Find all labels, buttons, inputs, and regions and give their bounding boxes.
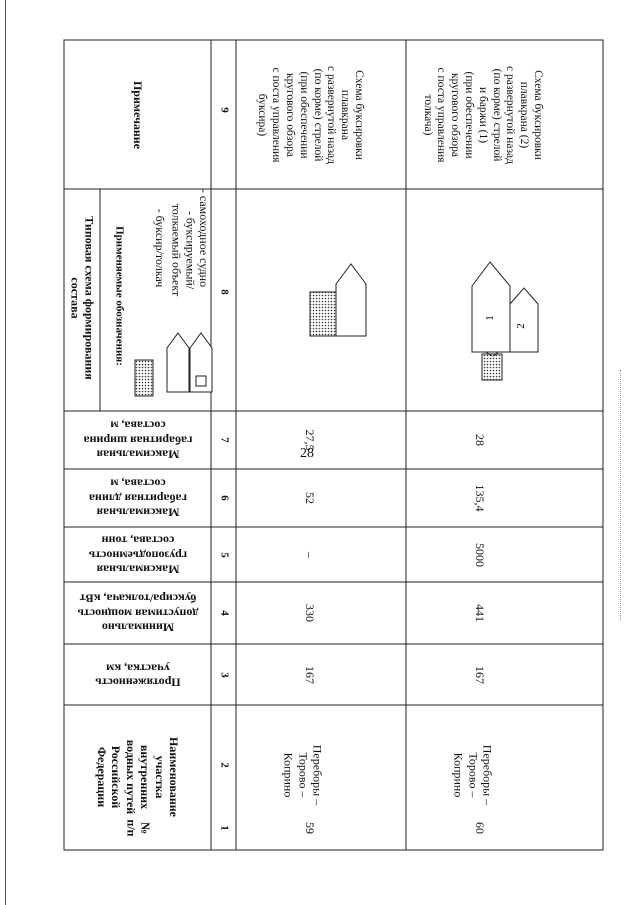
row60-scheme-label-2: 2 bbox=[515, 323, 527, 329]
row60-number: 60 bbox=[473, 822, 488, 834]
col-num-6: 6 bbox=[218, 495, 231, 501]
legend-bridge-symbol bbox=[196, 376, 206, 386]
row59-section-name: Переборы – Торово – Коприно bbox=[281, 744, 325, 806]
row60-scheme-label-1: 1 bbox=[484, 315, 496, 321]
row59-number: 59 bbox=[303, 822, 318, 834]
row60-max-length: 135,4 bbox=[473, 484, 488, 512]
row60-tug-symbol bbox=[482, 354, 502, 380]
header-scheme: Типовая схема формирования состава bbox=[68, 216, 97, 380]
row60-length: 167 bbox=[473, 666, 488, 684]
col-num-7: 7 bbox=[218, 437, 231, 443]
row59-power: 330 bbox=[303, 604, 318, 622]
header-min-power: Минимально допустимая мощность буксира/толкача, кВт bbox=[77, 591, 199, 635]
row60-barge-symbol bbox=[472, 262, 510, 352]
legend-tug-text: - буксир/толкач bbox=[153, 208, 168, 288]
row59-tug-symbol bbox=[310, 292, 336, 336]
col-num-5: 5 bbox=[218, 552, 231, 558]
header-max-width: Максимальная габаритная ширина состава, м bbox=[83, 418, 193, 462]
row60-note: Схема буксировки плавкрана (2) с развернутой назад (по корме) стрелой и баржи (1) (при обеспечении кругового обзора с поста управления толкача) bbox=[421, 66, 545, 164]
legend-self-text: - самоходное судно bbox=[197, 188, 212, 288]
col-num-1: 1 bbox=[218, 825, 231, 831]
col-num-9: 9 bbox=[218, 107, 231, 113]
page-number: 28 bbox=[300, 446, 314, 461]
legend-tug-symbol bbox=[135, 360, 153, 396]
col-num-2: 2 bbox=[218, 762, 231, 768]
legend-tow-symbol bbox=[167, 333, 189, 392]
row59-crane-symbol bbox=[336, 264, 366, 336]
header-number: № п/п bbox=[124, 819, 153, 837]
row60-section-name: Переборы – Торово – Коприно bbox=[451, 744, 495, 806]
header-max-capacity: Максимальная грузоподъемность состава, тонн bbox=[88, 533, 188, 577]
col-num-8: 8 bbox=[218, 289, 231, 295]
legend-title: Применяемые обозначения: bbox=[113, 226, 126, 366]
row59-length: 167 bbox=[303, 666, 318, 684]
header-max-length: Максимальная габаритная длина состава, м bbox=[89, 476, 187, 520]
header-note: Примечание bbox=[131, 80, 146, 150]
row60-crane-symbol bbox=[510, 288, 538, 352]
row59-capacity: – bbox=[303, 552, 318, 558]
row60-capacity: 5000 bbox=[473, 543, 488, 567]
row60-max-width: 28 bbox=[473, 434, 488, 446]
col-num-3: 3 bbox=[218, 672, 231, 678]
row59-max-width: 27,5 bbox=[303, 429, 318, 451]
legend-tow-text: - буксируемый/ толкаемый объект bbox=[169, 203, 198, 297]
col-num-4: 4 bbox=[218, 610, 231, 616]
header-section-name: Наименование участка внутренних водных путей Российской Федерации bbox=[95, 737, 182, 817]
row59-max-length: 52 bbox=[303, 492, 318, 504]
row59-note: Схема буксировки плавкрана с развернутой назад (по корме) стрелой (при обеспечении кругового обзора с поста управления буксира) bbox=[256, 66, 366, 164]
header-length: Протяженность участка, км bbox=[95, 661, 181, 690]
row60-power: 441 bbox=[473, 604, 488, 622]
